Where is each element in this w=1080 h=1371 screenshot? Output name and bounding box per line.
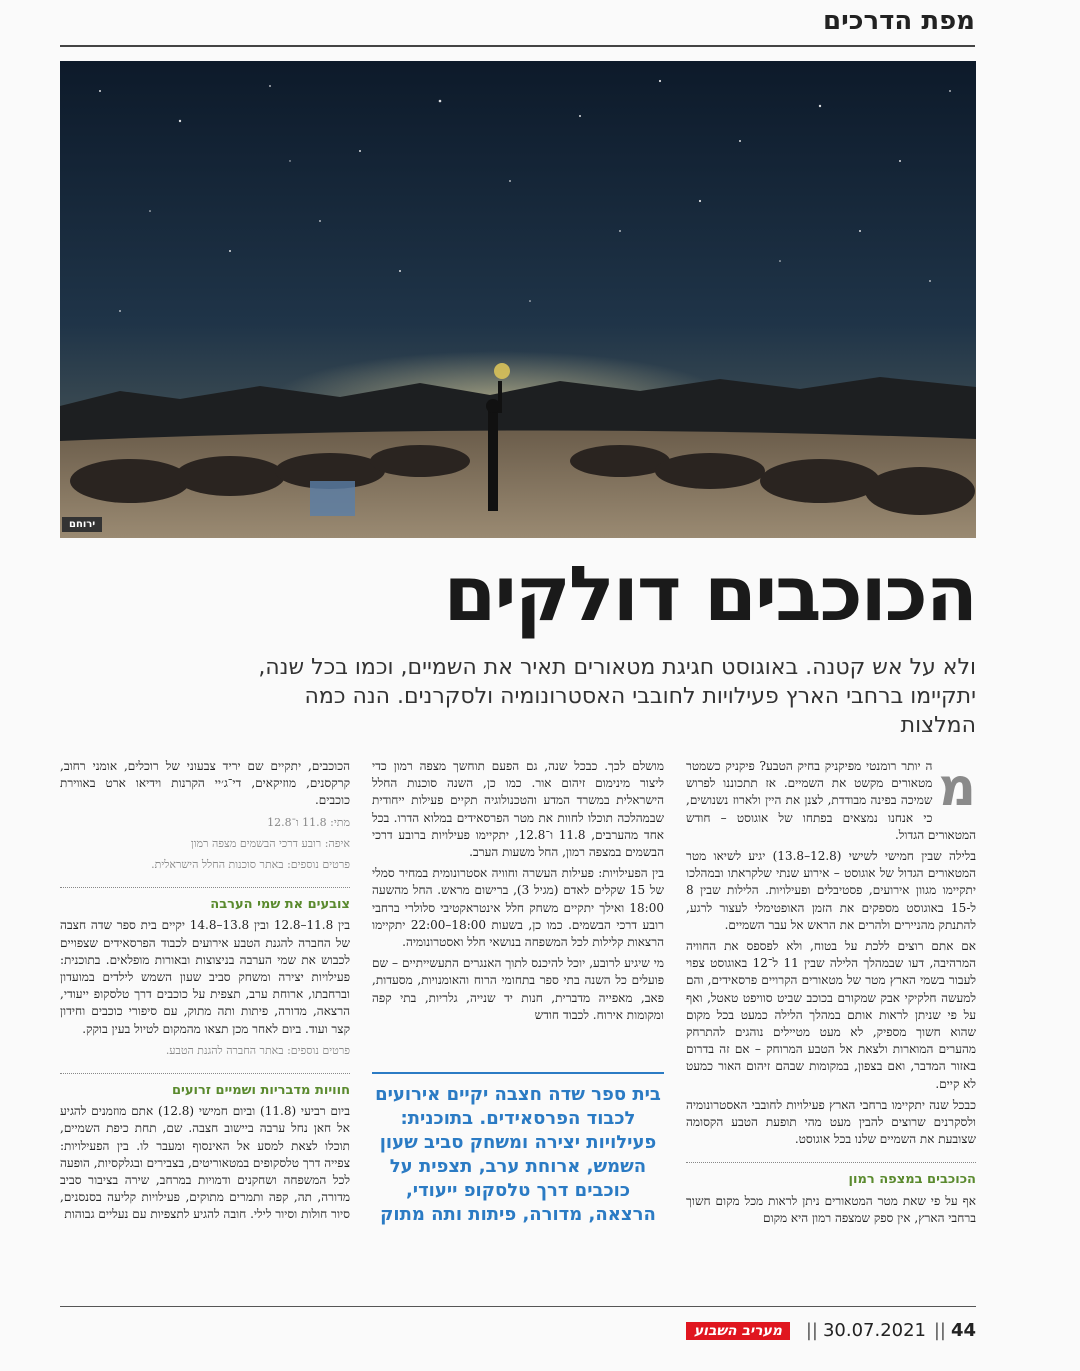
article-column-3 xyxy=(60,758,350,1228)
paragraph: מי שיגיע לרובע, יוכל להיכנס לתוך האנגרים התעשייתיים – שם פועלים כל השנה בתי ספר בתחומי הרוח והאומנויות, מסעדות, פאב, מאפייה מדברית, חנות יד שנייה, גלריות, בתי קפה ומקומות אירוח. לכבוד חודש xyxy=(372,956,664,1022)
subhead: ולא על אש קטנה. באוגוסט חגיגת מטאורים תאיר את השמיים, וכמו בכל שנה, יתקיימו ברחבי הארץ פעילויות לחובבי האסטרונומיה ולסקרנים. הנה כמה המלצות xyxy=(258,655,976,738)
paragraph: כבכל שנה יתקיימו ברחבי הארץ פעילויות לחובבי האסטרונומיה ולסקרנים שרוצים להבין מעט מהי תופעת הטבע הקסומה שצובעת את השמיים שלנו בכל אוגוסט. xyxy=(686,1097,976,1147)
paragraph: הכוכבים, יתקיים שם יריד צבעוני של רוכלים, אומני רחוב, קרקסנים, מוזיקאים, די־ג׳יי הקרנות וידיאו ארט באווירת כוכבים. xyxy=(60,759,350,808)
event-more-info: פרטים נוספים: באתר סוכנות החלל הישראלית. xyxy=(151,858,350,872)
photo-illustration xyxy=(60,61,976,538)
page-number: 44 xyxy=(950,1320,976,1341)
pull-quote: בית ספר שדה חצבה יקיים אירועים לכבוד הפרסאידים. בתוכנית: פעילויות יצירה ומשחק סביב שעון השמש, ארוחת ערב, תצפית על כוכבים דרך טלסקופ ייעודי, הרצאה, מדורה, פיתות ותה מתוק xyxy=(375,1084,661,1225)
divider xyxy=(686,1162,976,1163)
article-column-1 xyxy=(686,758,976,1231)
divider xyxy=(60,887,350,888)
dropcap: מ xyxy=(938,758,976,818)
paragraph: בין הפעילויות: פעילות העשרה וחוויה אסטרונומית במחיר סמלי של 15 שקלים לאדם (מגיל 3), ברישום מראש. החל מהשעה 18:00 ואילך יתקיים משחק חלל אינטראקטיבי סלולרי ברחבי רובע דרכי הבשמים. כמו כן, בשעות 18:00–22:00 יתקיימו הרצאות קלילות לכל המשפחה בנושאי חלל ואסטרונומיה. xyxy=(372,866,664,950)
footer-rule xyxy=(60,1306,976,1307)
article-column-2 xyxy=(372,758,664,1028)
paragraph: אם אתם רוצים ללכת על בטוח, ולא לפספס את החוויה המרהיבה, דעו שבמהלך הלילה שבין 11 ל־12 באוגוסט צפוי לעבור בשמי הארץ מטר של מטאורים הקרויים פרסאידים, והם למעשה חלקיקי אבק שמקורם בכוכב שביט סוויפט טאטל, ואף על פי שניתן לראות אותם במהלך הלילה כמעט בכל מקום שהוא חשוך מספיק, לא מעט מטיילים נוהגים להתרחק מהערים המוארות ולצאת אל הטבע המרוחק – אם זה בדרום באזור המדבר, ואם בצפון, במקומות שבהם זיהום האור כמעט לא קיים. xyxy=(686,939,976,1091)
headline: הכוכבים דולקים xyxy=(443,549,976,638)
paragraph: אף על פי שאת מטר המטאורים ניתן לראות מכל מקום חשוך ברחבי הארץ, אין ספק שמצפה רמון היא מקום xyxy=(686,1193,976,1225)
event-when: מתי: 11.8 ו־12.8 xyxy=(267,815,350,829)
event-more-info: פרטים נוספים: באתר החברה להגנת הטבע. xyxy=(165,1043,350,1057)
paragraph: ביום רביעי (11.8) וביום חמישי (12.8) אתם מוזמנים להגיע אל חאן נחל ערבה ביישוב חצבה. שם, תחת כיפת השמיים, תוכלו לצאת למסע אל האינסוף ומעבר לו. בין הפעילויות: צפייה דרך טלסקופים במטאוריטים, בצבירים ובגלקסיות, הופעה לכל המשפחה ושחקנים ודמויות במרחב, שירה בציבור סביב מדורה, תה, קפה ותמרים מתוקים, פעילויות קליעה בסנסנים, סיור חולות וסיור לילי. חובה להגיע לתצפיות עם נעליים גבוהות xyxy=(60,1104,350,1222)
section-title: מפת הדרכים xyxy=(822,6,975,36)
event-where: איפה: רובע דרכי הבשמים מצפה רמון xyxy=(190,836,350,850)
paragraph: בלילה שבין חמישי לשישי (12.8–13.8) יגיע לשיאו מטר המטאורים הגדול של אוגוסט – אירוע שנתי שלקראתו ובמהלכו יתקיימו מגוון אירועים, פסטיבלים ופעילויות. הלילות שבין 8 ל-15 באוגוסט מספקים את הזמן האופטימלי לעצור לרגע, להתנתק מהניירים ולהרים את הראש אל עבר השמיים. xyxy=(686,849,977,932)
paragraph: ה יותר רומנטי מפיקניק בחיק הטבע? פיקניק כשמטר מטאורים מקשט את השמיים. אז תתכוננו לפרוש שמיכה בפינה מבודדת, לצנן את היין ולארוז נשנושים, כי אנחנו נמצאים בפתחו של אוגוסט – חודש המטאורים הגדול. xyxy=(686,759,976,842)
paragraph: בין 11.8–12.8 ובין 13.8–14.8 יקיים בית ספר שדה חצבה של החברה להגנת הטבע אירועים לכבוד הפרסאידים שצפויים לכבוש את שמי הערבה בניצוצות ובאורות מופלאים. בתוכנית: פעילויות יצירה ומשחק סביב שעון השמש לילדים במועדון וברחבתו, ארוחת ערב, תצפית על כוכבים דרך טלסקופ ייעודי, הרצאה, מדורה, פיתות ותה מתוק, עם סיפורי כוכבים וחידון קצר ועוד. ביום לאחר מכן תצאו מהמקום לטיול בעין בוקק. xyxy=(60,918,351,1036)
night-sky-photo xyxy=(60,61,976,538)
subheading: צובעים את שמי הערבה xyxy=(210,897,350,913)
photo-credit: ירוחם xyxy=(62,517,102,532)
subheading: הכוכבים במצפה רמון xyxy=(848,1172,976,1188)
paragraph: מושלם לכך. כבכל שנה, גם הפעם תוחשך מצפה רמון כדי ליצור מינימום זיהום אור. כמו כן, השנה סוכנות החלל הישראלית במשרד המדע והטכנולוגיה תקיים פעילות ייחודית שבמהלכה תוכלו לחוות את מטר הפרסאידים במלוא הדרו. בכל אחד מהערבים, 11.8 ו־12.8, יתקיימו פעילויות ברובע דרכי הבשמים במצפה רמון, החל משעות הערב. xyxy=(372,759,664,860)
pull-quote-rule xyxy=(372,1072,664,1074)
separator: || xyxy=(933,1320,946,1341)
publication-logo: מעריב השבוע xyxy=(686,1322,790,1340)
issue-date: 30.07.2021 xyxy=(822,1320,926,1341)
section-rule xyxy=(60,45,975,47)
divider xyxy=(60,1073,350,1074)
separator: || xyxy=(805,1320,818,1341)
subheading: חוויות מדבריות ושמיים זרועים xyxy=(171,1083,350,1099)
